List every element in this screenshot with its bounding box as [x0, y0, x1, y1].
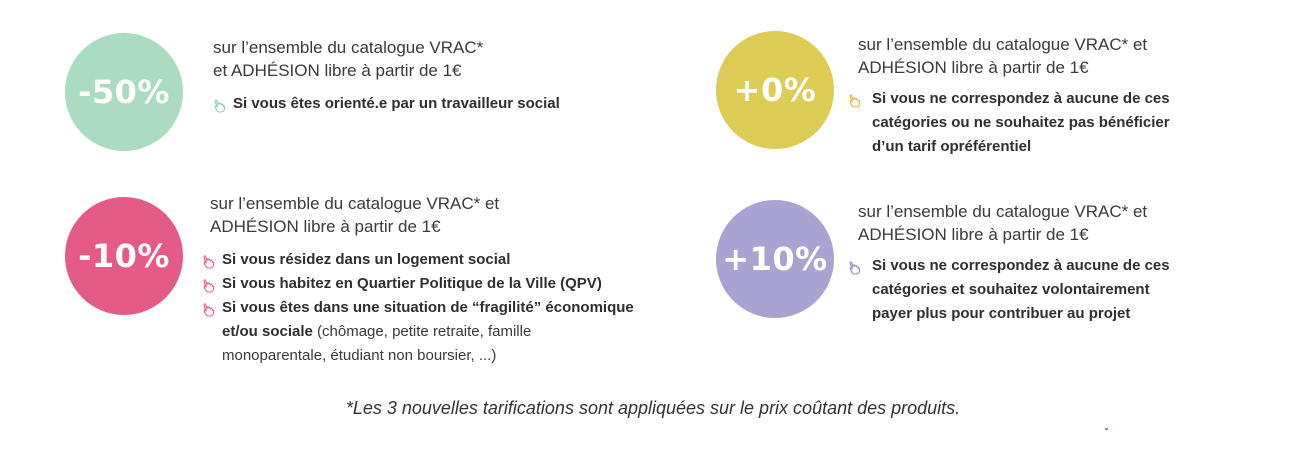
tier-conditions [848, 87, 1218, 159]
tier-conditions [848, 254, 1218, 326]
discount-badge-lavender [716, 200, 834, 318]
condition-item: Si vous résidez dans un logement social [202, 248, 690, 272]
decorative-dot [1105, 428, 1108, 430]
condition-item: Si vous ne correspondez à aucune de ces catégories ou ne souhaitez pas bénéficier d’un tarif opréférentiel [848, 87, 1218, 159]
tier-conditions [213, 92, 663, 116]
tier-intro: sur l’ensemble du catalogue VRAC* et ADHÉSION libre à partir de 1€ [210, 194, 500, 236]
hand-pointing-icon [848, 92, 864, 108]
condition-item-continued: et/ou sociale (chômage, petite retraite, famille [222, 323, 532, 340]
badge-text: -50% [78, 73, 170, 111]
condition-item: Si vous habitez en Quartier Politique de la Ville (QPV) [202, 272, 690, 296]
hand-pointing-icon [213, 97, 229, 113]
hand-pointing-icon [848, 259, 864, 275]
hand-pointing-icon [202, 253, 218, 269]
tier-conditions [202, 248, 690, 368]
condition-item: Si vous ne correspondez à aucune de ces catégories et souhaitez volontairement payer plus pour contribuer au projet [848, 254, 1218, 326]
tier-intro: sur l’ensemble du catalogue VRAC* et ADHÉSION libre à partir de 1€ [858, 35, 1148, 77]
badge-text: +0% [733, 71, 817, 109]
discount-badge-pink [65, 197, 183, 315]
condition-item-continued: monoparentale, étudiant non boursier, ...) [222, 347, 497, 364]
badge-text: +10% [722, 240, 828, 278]
tier-description-10 [210, 192, 690, 368]
condition-item: Si vous êtes orienté.e par un travailleur social [213, 92, 663, 116]
discount-badge-green [65, 33, 183, 151]
discount-badge-yellow [716, 31, 834, 149]
badge-text: -10% [78, 237, 170, 275]
condition-item: Si vous êtes dans une situation de “fragilité” économique [202, 296, 690, 320]
tier-description-50 [213, 36, 663, 116]
hand-pointing-icon [202, 301, 218, 317]
hand-pointing-icon [202, 277, 218, 293]
tier-intro: sur l’ensemble du catalogue VRAC* et ADHÉSION libre à partir de 1€ [213, 38, 484, 80]
tier-description-plus10 [858, 200, 1218, 326]
footnote: *Les 3 nouvelles tarifications sont appliquées sur le prix coûtant des produits. [345, 398, 961, 418]
tier-description-0 [858, 33, 1218, 159]
tier-intro: sur l’ensemble du catalogue VRAC* et ADHÉSION libre à partir de 1€ [858, 202, 1148, 244]
